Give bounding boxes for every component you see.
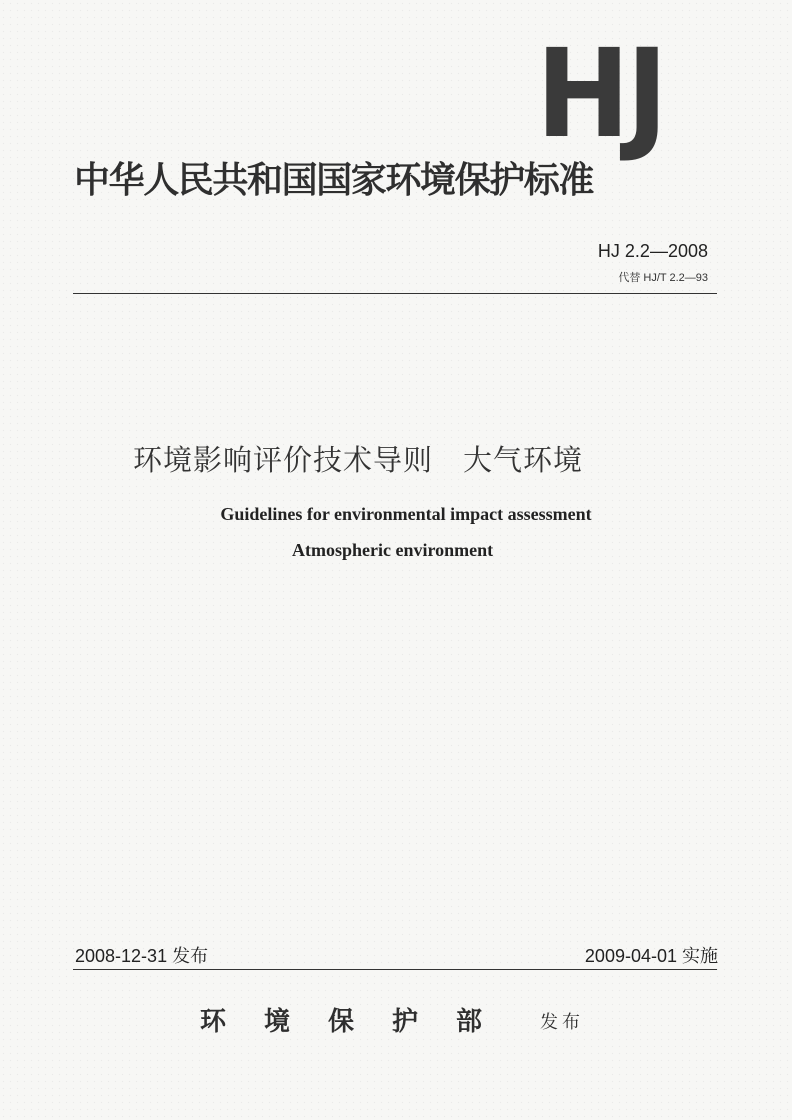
chinese-title-part1: 环境影响评价技术导则: [133, 443, 434, 477]
publisher-suffix: 发布: [540, 1012, 584, 1033]
english-title-line1: Guidelines for environmental impact assessment: [220, 504, 592, 524]
bottom-divider: [73, 969, 717, 970]
issue-date: 2008-12-31 发布: [75, 946, 209, 966]
chinese-title-part2: 大气环境: [463, 443, 584, 477]
effective-date: 2009-04-01 实施: [584, 946, 718, 966]
publisher-name: 环境保护部: [200, 1007, 521, 1037]
english-title-line2: Atmospheric environment: [292, 540, 494, 560]
replaces-note: 代替 HJ/T 2.2—93: [618, 272, 708, 284]
standard-title: 中华人民共和国国家环境保护标准: [74, 159, 594, 201]
standard-number: HJ 2.2—2008: [597, 241, 708, 261]
chinese-title: [133, 440, 583, 480]
top-divider: [73, 293, 717, 294]
hj-logo: HJ: [536, 23, 665, 165]
